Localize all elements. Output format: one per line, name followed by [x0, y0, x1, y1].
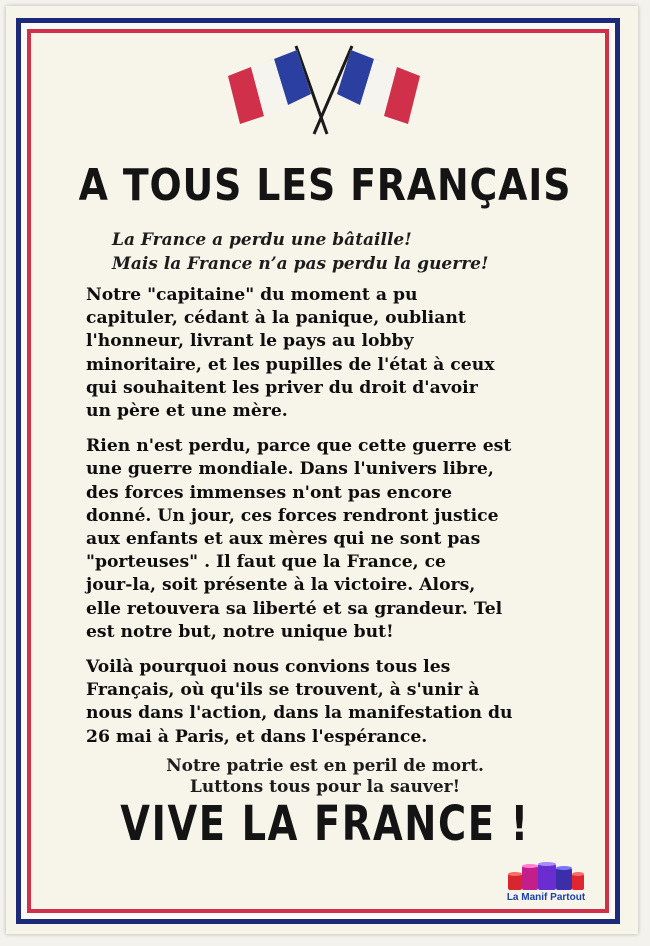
candles-icon — [496, 860, 596, 892]
text-line: aux enfants et aux mères qui ne sont pas — [86, 529, 481, 550]
text-line: minoritaire, et les pupilles de l'état à ceux — [86, 354, 495, 375]
text-line: est notre but, notre unique but! — [86, 621, 394, 642]
text-line: l'honneur, livrant le pays au lobby — [86, 331, 414, 352]
right-flag — [314, 46, 420, 134]
text-line: jour-la, soit présente à la victoire. Alors, — [86, 575, 476, 596]
text-line: "porteuses" . Il faut que la France, ce — [86, 552, 446, 573]
closing-text — [0, 756, 650, 798]
poster-body — [86, 284, 606, 761]
text-line: des forces immenses n'ont pas encore — [86, 482, 452, 503]
text-line: Français, où qu'ils se trouvent, à s'unir à — [86, 680, 480, 701]
poster-subtitle — [112, 228, 552, 276]
text-line: nous dans l'action, dans la manifestation du — [86, 703, 513, 724]
text-line: une guerre mondiale. Dans l'univers libre, — [86, 459, 494, 480]
subtitle-line: La France a perdu une bâtaille! — [112, 230, 412, 250]
text-line: Rien n'est perdu, parce que cette guerre est — [86, 436, 512, 457]
closing-line: Notre patrie est en peril de mort. — [166, 756, 484, 776]
text-line: 26 mai à Paris, et dans l'espérance. — [86, 726, 428, 747]
poster-title: A TOUS LES FRANÇAIS — [78, 160, 572, 211]
slogan: VIVE LA FRANCE ! — [120, 796, 530, 852]
text-line: qui souhaitent les priver du droit d'avoir — [86, 377, 478, 398]
closing-line: Luttons tous pour la sauver! — [189, 777, 461, 797]
paragraph-2 — [86, 435, 606, 644]
paragraph-3 — [86, 656, 606, 749]
crossed-french-flags-icon — [224, 42, 424, 142]
text-line: elle retouvera sa liberté et sa grandeur. Tel — [86, 598, 503, 619]
text-line: Voilà pourquoi nous convions tous les — [86, 657, 451, 678]
la-manif-partout-logo — [496, 860, 596, 908]
paragraph-1 — [86, 284, 606, 423]
subtitle-line: Mais la France n’a pas perdu la guerre! — [112, 254, 489, 274]
logo-text: La Manif Partout — [506, 892, 586, 903]
left-flag — [228, 46, 327, 134]
text-line: Notre "capitaine" du moment a pu — [86, 285, 418, 305]
text-line: capituler, cédant à la panique, oubliant — [86, 308, 466, 329]
text-line: donné. Un jour, ces forces rendront justice — [86, 505, 499, 526]
text-line: un père et une mère. — [86, 401, 288, 422]
